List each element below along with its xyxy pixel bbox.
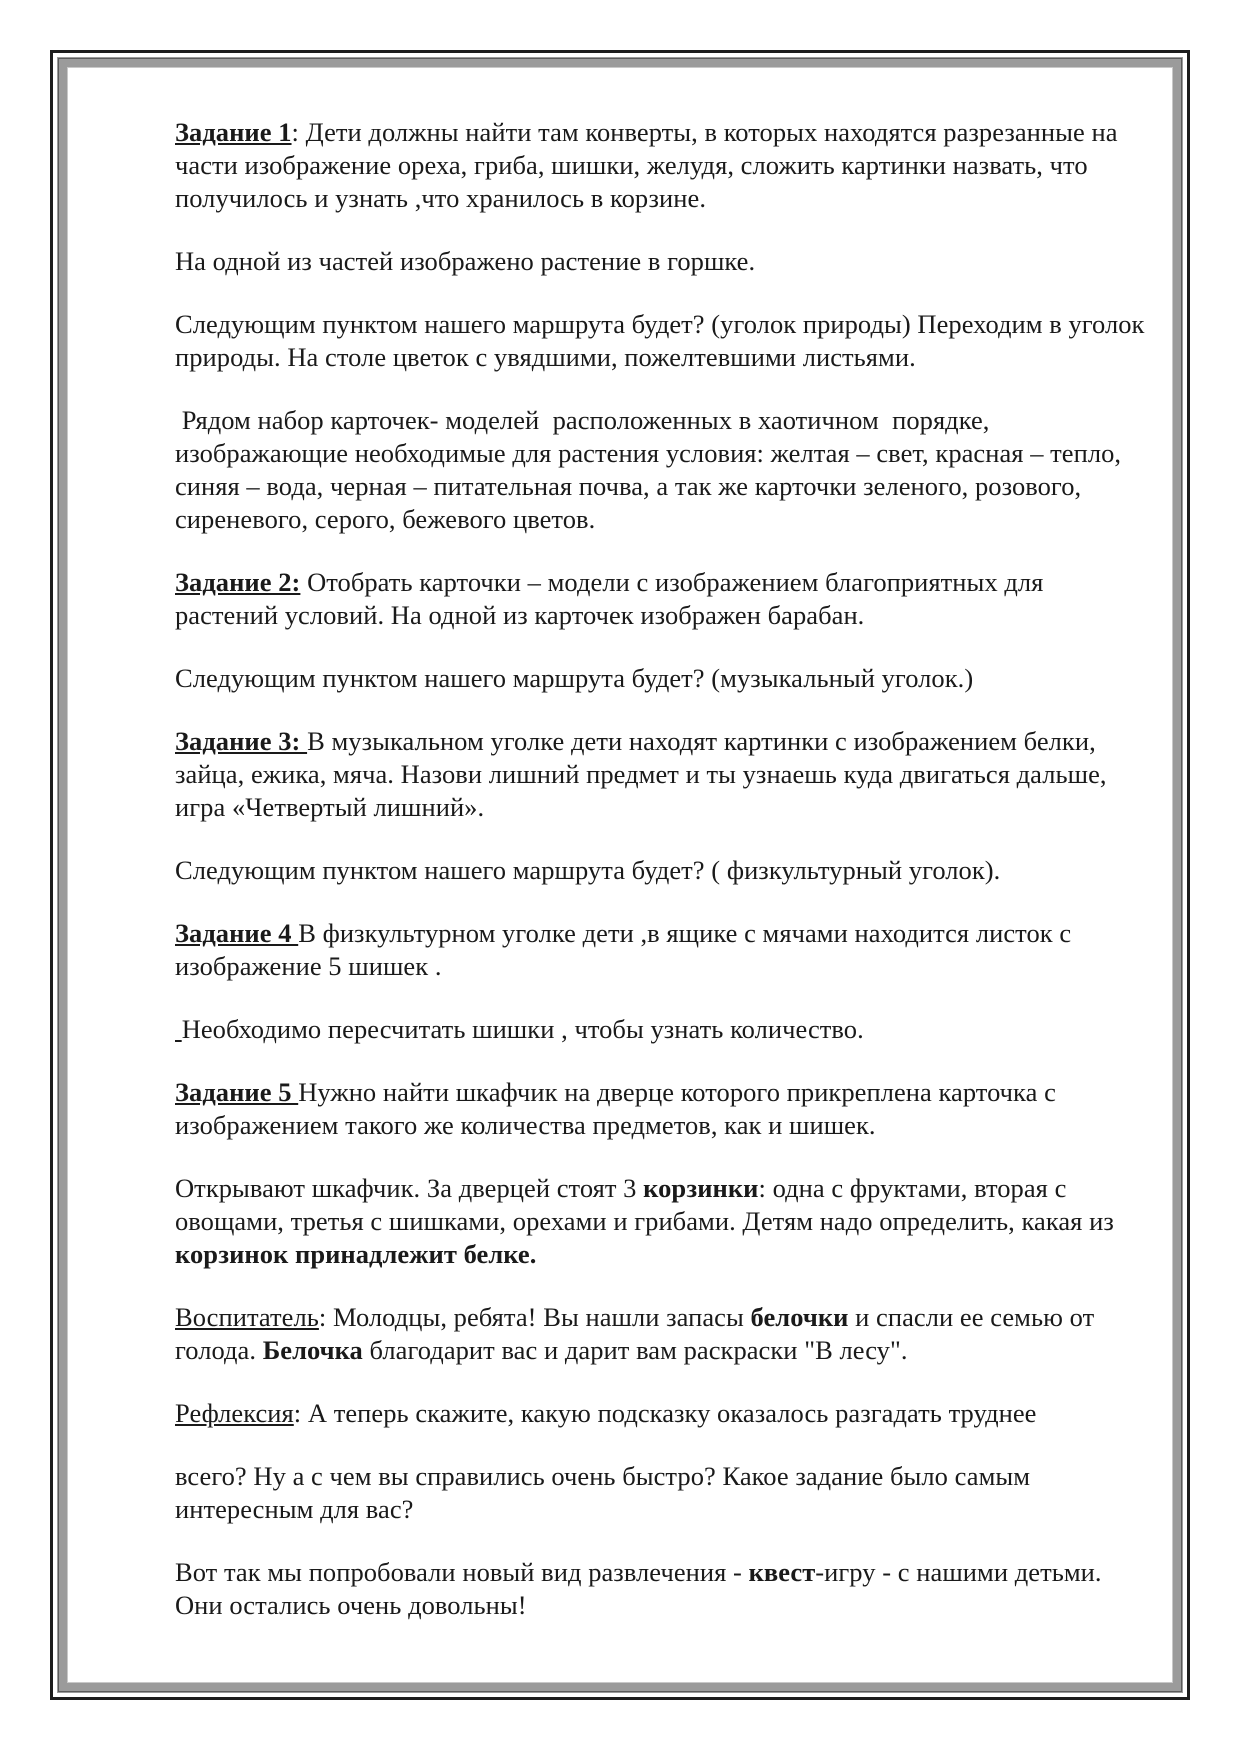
paragraph-cards-set: Рядом набор карточек- моделей расположенных в хаотичном порядке, изображающие необходимые для растения условия: желтая – свет, красная – тепло, синяя – вода, черная – питательная почва, а так же карточки зеленого, розового, сиреневого, серого, бежевого цветов. [175, 405, 1128, 534]
conclusion-bold-1: квест [748, 1557, 816, 1587]
task-3-label: Задание 3: [175, 726, 308, 756]
paragraph-music-corner: Следующим пунктом нашего маршрута будет? (музыкальный уголок.) [175, 663, 974, 693]
paragraph-task-3 [175, 725, 1150, 824]
paragraph-count-cones [175, 1013, 1150, 1046]
task-4-text: В физкультурном уголке дети ,в ящике с мячами находится листок с изображение 5 шишек . [175, 918, 1072, 981]
count-cones-lead [175, 1014, 182, 1044]
teacher-bold-2: Белочка [262, 1335, 363, 1365]
paragraph-reflection [175, 1397, 1150, 1430]
task-5-text: Нужно найти шкафчик на дверце которого прикреплена карточка с изображением такого же количества предметов, как и шишек. [175, 1077, 1056, 1140]
teacher-text-3: благодарит вас и дарит вам раскраски "В лесу". [362, 1335, 908, 1365]
conclusion-text-2: -игру - с нашими детьми. Они остались очень довольны! [175, 1557, 1102, 1620]
baskets-bold-1: корзинки [643, 1173, 759, 1203]
paragraph-nature-corner: Следующим пунктом нашего маршрута будет? (уголок природы) Переходим в уголок природы. На столе цветок с увядшими, пожелтевшими листьями. [175, 309, 1145, 372]
paragraph-task-2 [175, 566, 1150, 632]
conclusion-text-1: Вот так мы попробовали новый вид развлечения - [175, 1557, 749, 1587]
paragraph-sport-corner: Следующим пунктом нашего маршрута будет? ( физкультурный уголок). [175, 855, 1001, 885]
paragraph-reflection-cont: всего? Ну а с чем вы справились очень быстро? Какое задание было самым интересным для вас? [175, 1461, 1031, 1524]
paragraph-task-1 [175, 116, 1150, 215]
count-cones-text: Необходимо пересчитать шишки , чтобы узнать количество. [181, 1014, 864, 1044]
paragraph-task-5 [175, 1076, 1150, 1142]
paragraph-baskets [175, 1172, 1150, 1271]
task-1-text: : Дети должны найти там конверты, в которых находятся разрезанные на части изображение ореха, гриба, шишки, желудя, сложить картинки назвать, что получилось и узнать ,что хранилось в корзине. [175, 117, 1118, 213]
teacher-text-2: и спасли ее семью от голода. [175, 1302, 1095, 1365]
reflection-label: Рефлексия [175, 1398, 294, 1428]
task-2-text: Отобрать карточки – модели с изображением благоприятных для растений условий. На одной из карточек изображен барабан. [175, 567, 1044, 630]
baskets-bold-2: корзинок принадлежит белке. [175, 1239, 537, 1269]
teacher-bold-1: белочки [750, 1302, 849, 1332]
task-1-label: Задание 1 [175, 117, 292, 147]
task-5-label: Задание 5 [175, 1077, 299, 1107]
paragraph-teacher [175, 1301, 1150, 1367]
baskets-text-1: Открывают шкафчик. За дверцей стоят 3 [175, 1173, 644, 1203]
document-body [175, 116, 1150, 1652]
paragraph-task-4 [175, 917, 1150, 983]
teacher-label: Воспитатель [175, 1302, 319, 1332]
task-3-text: В музыкальном уголке дети находят картинки с изображением белки, зайца, ежика, мяча. Назови лишний предмет и ты узнаешь куда двигаться дальше, игра «Четвертый лишний». [175, 726, 1107, 822]
baskets-text-2: : одна с фруктами, вторая с овощами, третья с шишками, орехами и грибами. Детям надо определить, какая из [175, 1173, 1114, 1236]
task-4-label: Задание 4 [175, 918, 299, 948]
paragraph-conclusion [175, 1556, 1150, 1622]
task-2-label: Задание 2: [175, 567, 301, 597]
teacher-text-1: : Молодцы, ребята! Вы нашли запасы [318, 1302, 751, 1332]
reflection-text: : А теперь скажите, какую подсказку оказалось разгадать труднее [293, 1398, 1037, 1428]
paragraph-plant-hint: На одной из частей изображено растение в горшке. [175, 246, 756, 276]
